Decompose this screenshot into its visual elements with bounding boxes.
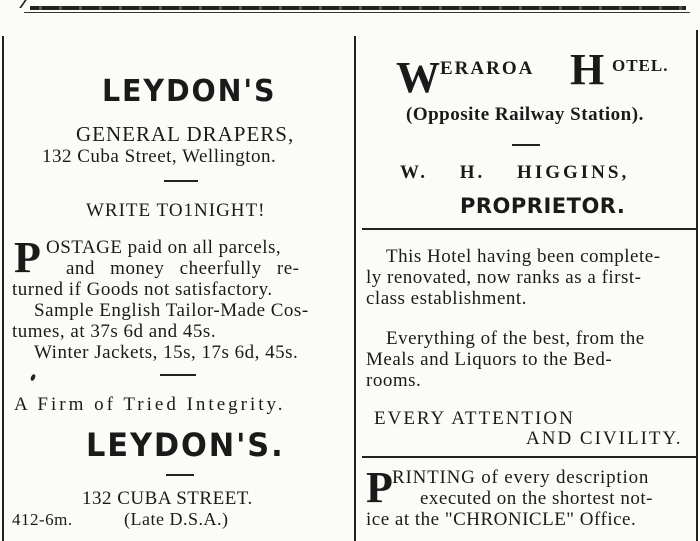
top-border-thin-rule [24, 12, 690, 13]
hotel-name-dropcap-w: W [396, 53, 440, 102]
hotel-desc-line-2: ly renovated, now ranks as a first- [366, 267, 642, 288]
separator-dash [160, 374, 196, 376]
postage-line-3: turned if Goods not satisfactory. [12, 279, 273, 300]
hotel-name-eraroa: ERAROA [440, 58, 535, 79]
hotel-name-otel: OTEL. [612, 56, 669, 75]
everything-line-1: Everything of the best, from the [386, 328, 645, 349]
late-dsa-note: (Late D.S.A.) [124, 509, 229, 529]
separator-dash [166, 474, 194, 476]
left-border-rule [2, 36, 4, 541]
winter-jackets-line: Winter Jackets, 15s, 17s 6d, 45s. [34, 342, 299, 363]
proprietor-name: W. H. HIGGINS, [400, 162, 630, 183]
hotel-desc-line-1: This Hotel having been complete- [386, 246, 661, 267]
printing-dropcap: P [366, 463, 393, 512]
sample-line-2: tumes, at 37s 6d and 45s. [12, 321, 217, 342]
everything-line-2: Meals and Liquors to the Bed- [366, 349, 613, 370]
postage-dropcap: P [14, 233, 41, 282]
printing-line-2: executed on the shortest not- [420, 488, 653, 509]
attention-line-2: AND CIVILITY. [526, 428, 683, 449]
postage-line-2: and money cheerfully re- [66, 258, 300, 279]
printing-line-1: RINTING of every description [392, 467, 650, 488]
firm-tagline: A Firm of Tried Integrity. [14, 394, 286, 415]
printing-line-3: ice at the "CHRONICLE" Office. [366, 509, 637, 530]
hotel-location: (Opposite Railway Station). [406, 104, 644, 125]
brand-heading-bottom: LEYDON'S. [86, 426, 285, 464]
separator-dash [512, 144, 540, 146]
street-address: 132 CUBA STREET. [82, 488, 253, 509]
address-line: 132 Cuba Street, Wellington. [42, 146, 277, 167]
attention-line-1: EVERY ATTENTION [374, 408, 575, 429]
subheading-drapers: GENERAL DRAPERS, [76, 122, 295, 146]
ad-reference: 412-6m. [12, 510, 73, 529]
column-divider [354, 36, 356, 541]
sample-line-1: Sample English Tailor-Made Cos- [34, 300, 309, 321]
right-ad-divider-2 [362, 456, 696, 458]
write-tonight: WRITE TO1NIGHT! [86, 200, 266, 221]
proprietor-title: PROPRIETOR. [460, 194, 626, 218]
postage-line-1: OSTAGE paid on all parcels, [46, 237, 282, 258]
hotel-desc-line-3: class establishment. [366, 288, 527, 309]
right-border-rule [696, 30, 698, 541]
right-ad-divider-1 [362, 228, 696, 230]
brand-heading-top: LEYDON'S [102, 74, 277, 109]
everything-line-3: rooms. [366, 370, 422, 391]
separator-dash [164, 180, 198, 182]
print-speck [30, 373, 37, 381]
hotel-name-dropcap-h: H [570, 45, 605, 94]
top-border-rule [30, 6, 686, 10]
